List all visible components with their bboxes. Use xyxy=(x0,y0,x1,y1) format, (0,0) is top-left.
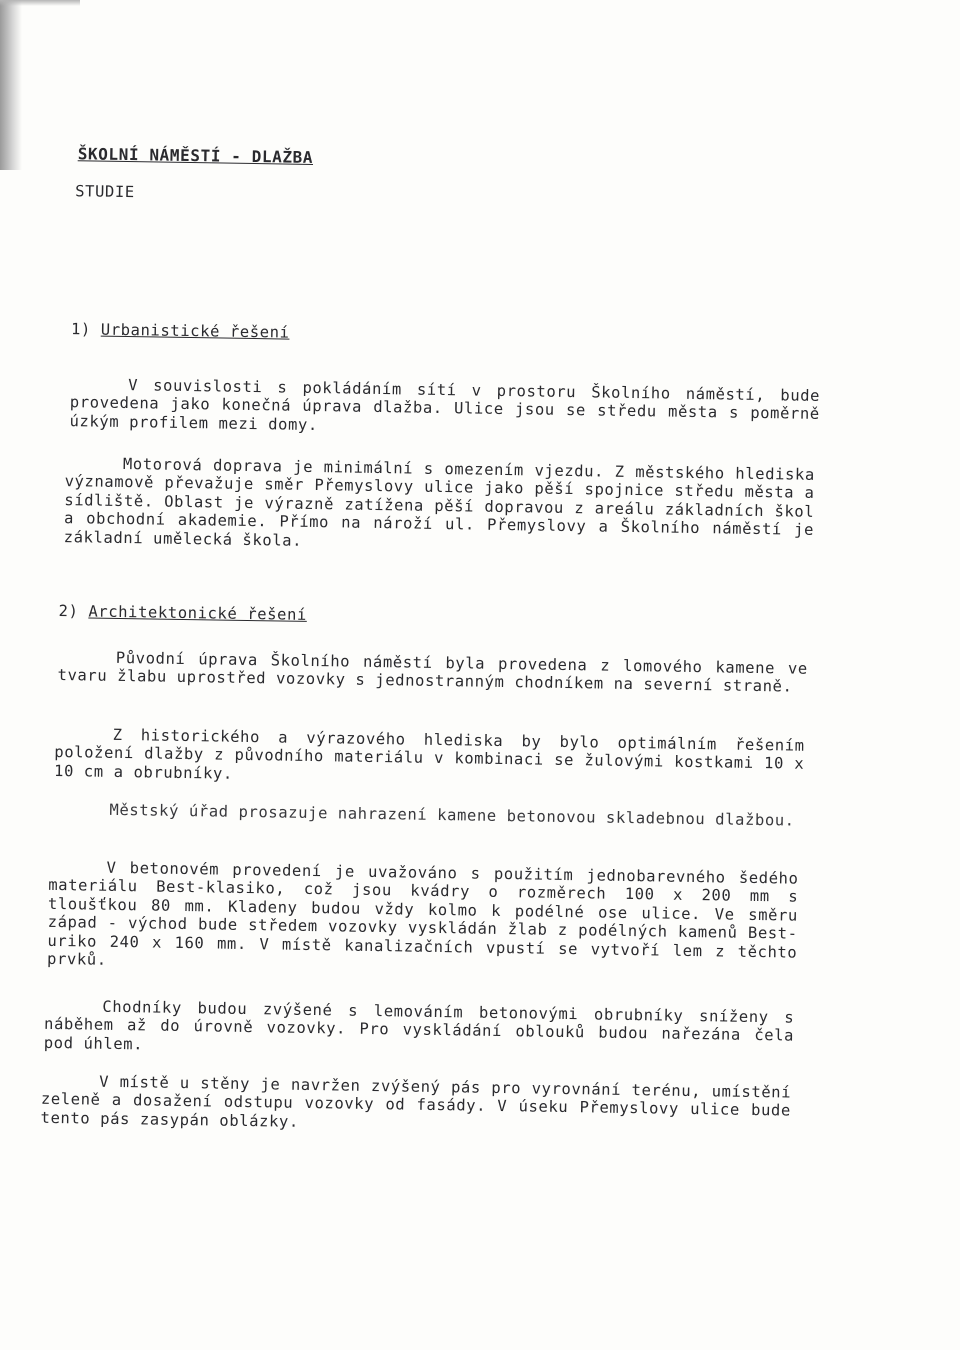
section-number: 2) xyxy=(58,602,79,621)
document-title: ŠKOLNÍ NÁMĚSTÍ - DLAŽBA xyxy=(77,144,314,167)
section-heading-urbanisticke xyxy=(71,320,290,341)
paragraph-urban-2: Motorová doprava je minimální s omezením vjezdu. Z městského hlediska významově převažuje směr Přemyslovy ulice jako pěší spojnice středu města a sídliště. Oblast je výrazně zatížena pěší dopravou z areálu základních škol a obchodní akademie. Přímo na nároží ul. Přemyslovy a Školního náměstí je základní umělecká škola. xyxy=(63,454,815,550)
paragraph-arch-3: Městský úřad prosazuje nahrazení kamene betonovou skladebnou dlažbou. xyxy=(109,800,795,830)
section-number: 1) xyxy=(70,320,92,339)
paragraph-arch-2: Z historického a výrazového hlediska by bylo optimálním řešením položení dlažby z původního materiálu v kombinaci se žulovými kostkami 10 x 10 cm a obrubníky. xyxy=(53,725,805,783)
section-heading-label: Urbanistické řešení xyxy=(100,320,290,342)
scan-shadow-edge xyxy=(0,0,22,170)
paragraph-urban-1: V souvislosti s pokládáním sítí v prostoru Školního náměstí, bude provedena jako konečná úprava dlažba. Ulice jsou se středu města s poměrně úzkým profilem mezi domy. xyxy=(69,376,821,434)
document-body xyxy=(40,140,832,1131)
scan-shadow-top xyxy=(0,0,80,6)
document-subtitle: STUDIE xyxy=(75,182,135,202)
paragraph-arch-5: Chodníky budou zvýšené s lemováním betonovými obrubníky sníženy s náběhem až do úrovně vozovky. Pro vyskládání oblouků budou nařezána čela pod úhlem. xyxy=(43,997,795,1054)
paragraph-arch-4: V betonovém provedení je uvažováno s použitím jednobarevného šedého materiálu Best-klasiko, což jsou kvádry o rozměrech 100 x 200 mm s tloušťkou 80 mm. Kladeny budou vždy kolmo k podélné ose ulice. Ve směru západ - východ bude středem vozovky vyskládán žlab z podélných kamenů Best-uriko 240 x 160 mm. V místě kanalizačních vpustí se vytvoří lem z těchto prvků. xyxy=(46,858,799,969)
section-heading-architektonicke xyxy=(58,602,307,624)
section-heading-label: Architektonické řešení xyxy=(88,602,308,624)
paragraph-arch-1: Původní úprava Školního náměstí byla provedena z lomového kamene ve tvaru žlabu uprostřed vozovky s jednostranným chodníkem na severní straně. xyxy=(57,648,808,696)
paragraph-arch-6: V místě u stěny je navržen zvýšený pás pro vyrovnání terénu, umístění zeleně a dosažení odstupu vozovky od fasády. V úseku Přemyslovy ulice bude tento pás zasypán oblázky. xyxy=(40,1072,792,1131)
